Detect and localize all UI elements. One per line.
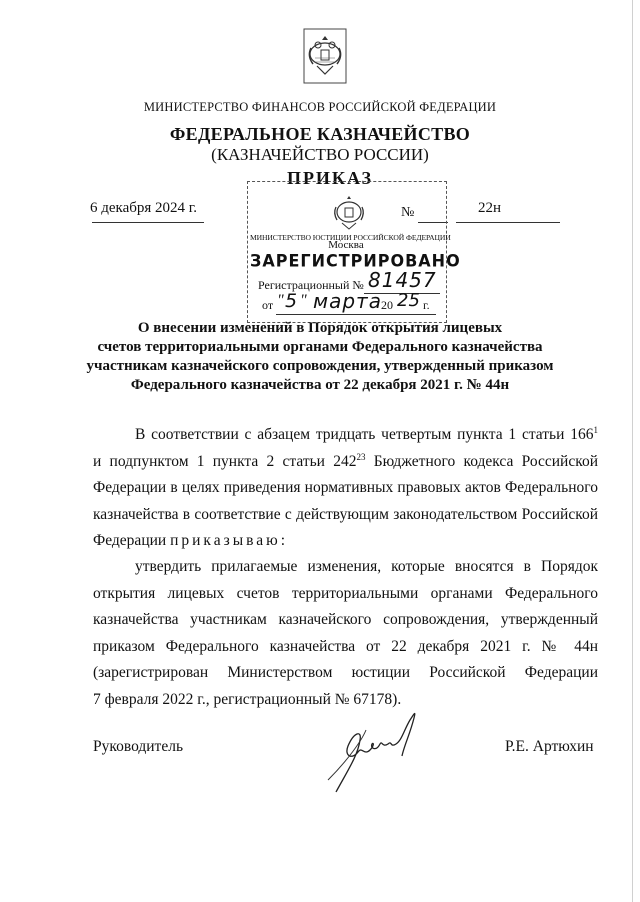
state-emblem-icon (303, 28, 347, 84)
title-line: участникам казначейского сопровождения, утвержденный приказом (86, 358, 554, 374)
order-number: 22н (478, 200, 502, 216)
text-line: приказом Федерального казначейства от 22 декабря 2021 г. № 44н (93, 637, 598, 655)
stamp-emblem-icon (330, 193, 368, 231)
stamp-ministry: МИНИСТЕРСТВО ЮСТИЦИИ РОССИЙСКОЙ ФЕДЕРАЦИИ (250, 233, 451, 242)
signatory-role: Руководитель (93, 738, 184, 755)
order-date: 6 декабря 2024 г. (90, 200, 197, 216)
signatory-name: Р.Е. Артюхин (505, 738, 594, 755)
stamp-year-unit: г. (423, 298, 430, 312)
organization-name: ФЕДЕРАЛЬНОЕ КАЗНАЧЕЙСТВО (169, 124, 471, 144)
text-line: Федерации в целях приведения нормативных правовых актов Федерального (93, 479, 598, 497)
stamp-date-underline (276, 314, 436, 315)
text-line: 7 февраля 2022 г., регистрационный № 67178). (93, 690, 402, 708)
text-segment: и подпунктом 1 пункта 2 статьи 242 (93, 452, 357, 470)
document-type: ПРИКАЗ (286, 168, 374, 188)
stamp-quote-open: " (277, 292, 284, 309)
text-line: открытия лицевых счетов территориальными органами Федерального (93, 584, 598, 602)
stamp-city: Москва (328, 239, 364, 251)
text-segment: Федерации (93, 532, 171, 550)
document-title (80, 319, 560, 395)
organization-short-name: (КАЗНАЧЕЙСТВО РОССИИ) (211, 145, 429, 164)
stamp-month: марта (313, 289, 382, 313)
text-line: утвердить прилагаемые изменения, которые вносятся в Порядок (135, 558, 598, 575)
title-line: О внесении изменений в Порядок открытия лицевых (137, 320, 503, 336)
text-line (93, 528, 598, 555)
order-verb: приказываю: (170, 532, 289, 550)
superscript: 1 (593, 425, 598, 435)
text-segment: Бюджетного кодекса Российской (365, 452, 599, 470)
date-underline (92, 222, 204, 223)
title-line: счетов территориальными органами Федерального казначейства (97, 339, 543, 355)
text-line (93, 449, 598, 476)
text-line: казначейства в соответствие с действующим законодательством Российской (93, 505, 598, 523)
ministry-name: МИНИСТЕРСТВО ФИНАНСОВ РОССИЙСКОЙ ФЕДЕРАЦИИ (143, 100, 497, 114)
stamp-quote-close: " (300, 292, 307, 309)
handwritten-signature-icon (318, 700, 428, 800)
text-segment: В соответствии с абзацем тридцать четвертым пункта 1 статьи 166 (135, 426, 594, 443)
body-paragraph-2 (93, 554, 598, 714)
order-number-label: № (401, 205, 415, 220)
stamp-year-prefix: 20 (381, 298, 393, 312)
stamp-year-suffix: 25 (397, 290, 420, 311)
stamp-from-label: от (262, 298, 274, 312)
text-line (93, 422, 598, 449)
stamp-day: 5 (285, 290, 298, 312)
body-paragraph-1 (93, 422, 598, 555)
title-line: Федерального казначейства от 22 декабря 2021 г. № 44н (130, 377, 510, 393)
stamp-reg-label: Регистрационный № (258, 278, 364, 292)
number-underline-right (456, 222, 560, 223)
stamp-status: ЗАРЕГИСТРИРОВАНО (250, 250, 461, 271)
text-line: (зарегистрирован Министерством юстиции Российской Федерации (93, 664, 598, 682)
superscript: 23 (356, 451, 366, 462)
text-line: казначейства участникам казначейского сопровождения, утвержденный (93, 611, 598, 629)
stamp-reg-number: 81457 (368, 268, 437, 292)
